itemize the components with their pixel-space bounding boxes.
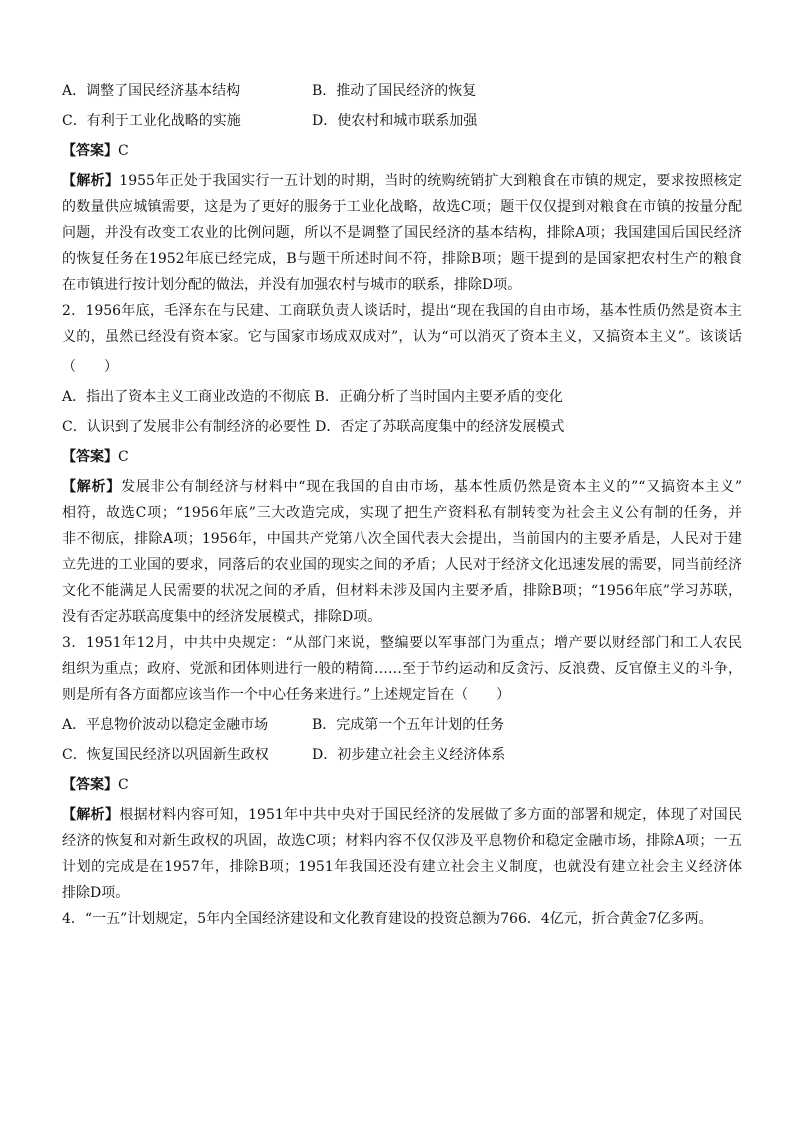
q1-answer-label: 【答案】 <box>62 143 118 159</box>
q1-options-row-2 <box>62 108 742 134</box>
q1-analysis-line-2: 的数量供应城镇需要，这是为了更好的服务于工业化战略，故选C项；题干仅仅提到对粮食在市镇的按量分配 <box>62 199 742 215</box>
q2-analysis-line-4: 立先进的工业国的要求，同落后的农业国的现实之间的矛盾；人民对于经济文化迅速发展的需要，同当前经济 <box>62 557 742 573</box>
q2-answer-label: 【答案】 <box>62 449 118 465</box>
q2-stem-line-2: 义的，虽然已经没有资本家。它与国家市场成双成对”，认为“可以消灭了资本主义，又搞资本主义”。该谈话 <box>62 329 742 345</box>
q2-analysis-line-5: 文化不能满足人民需要的状况之间的矛盾，但材料未涉及国内主要矛盾，排除B项；“1956年底”学习苏联， <box>62 583 742 599</box>
q3-stem-line-1: 3．1951年12月，中共中央规定：“从部门来说，整编要以军事部门为重点；增产要以财经部门和工人农民 <box>62 635 742 651</box>
q3-answer-value: C <box>118 777 129 793</box>
q3-options-row-2 <box>62 742 742 768</box>
q2-analysis-line-2: 相符，故选C项；“1956年底”三大改造完成，实现了把生产资料私有制转变为社会主义公有制的任务，并 <box>62 505 742 521</box>
q2-analysis-line-1: 【解析】发展非公有制经济与材料中“现在我国的自由市场，基本性质仍然是资本主义的”“又搞资本主义” <box>62 479 742 495</box>
q1-analysis-line-4: 的恢复任务在1952年底已经完成，B与题干所述时间不符，排除B项；题干提到的是国家把农村生产的粮食 <box>62 251 742 267</box>
q1-option-b[interactable]: B．推动了国民经济的恢复 <box>312 83 477 99</box>
q3-stem-line-2: 组织为重点；政府、党派和团体则进行一般的精简……至于节约运动和反贪污、反浪费、反官僚主义的斗争， <box>62 661 742 677</box>
q1-option-c[interactable]: C．有利于工业化战略的实施 <box>62 113 241 129</box>
q3-option-c[interactable]: C．恢复国民经济以巩固新生政权 <box>62 747 269 763</box>
q3-analysis-line-4: 排除D项。 <box>62 885 130 901</box>
q3-option-b[interactable]: B．完成第一个五年计划的任务 <box>312 717 505 733</box>
q3-options-row-1 <box>62 712 742 738</box>
q3-analysis-label: 【解析】 <box>62 807 120 823</box>
q2-stem-line-1: 2．1956年底，毛泽东在与民建、工商联负责人谈话时，提出“现在我国的自由市场，基本性质仍然是资本主 <box>62 303 742 319</box>
q4-stem-line-1: 4．“一五”计划规定，5年内全国经济建设和文化教育建设的投资总额为766．4亿元，折合黄金7亿多两。 <box>62 911 713 927</box>
q1-answer-value: C <box>118 143 129 159</box>
q2-answer-value: C <box>118 449 129 465</box>
q3-analysis-line-1: 【解析】根据材料内容可知，1951年中共中央对于国民经济的发展做了多方面的部署和规定，体现了对国民 <box>62 807 742 823</box>
q2-stem-line-3: （ ） <box>62 359 118 375</box>
q3-analysis-line-2: 经济的恢复和对新生政权的巩固，故选C项；材料内容不仅仅涉及平息物价和稳定金融市场，排除A项；一五 <box>62 833 742 849</box>
q3-option-d[interactable]: D．初步建立社会主义经济体系 <box>312 747 506 763</box>
q1-analysis-line-3: 问题，并没有改变工农业的比例问题，所以不是调整了国民经济的基本结构，排除A项；我国建国后国民经济 <box>62 225 742 241</box>
q3-answer-label: 【答案】 <box>62 777 118 793</box>
q2-answer <box>62 444 742 470</box>
q3-option-a[interactable]: A．平息物价波动以稳定金融市场 <box>62 717 269 733</box>
q1-options-row-1 <box>62 78 742 104</box>
q2-options-row-1[interactable]: A．指出了资本主义工商业改造的不彻底 B．正确分析了当时国内主要矛盾的变化 <box>62 389 563 405</box>
q1-option-a[interactable]: A．调整了国民经济基本结构 <box>62 83 241 99</box>
q3-stem-line-3: 则是所有各方面都应该当作一个中心任务来进行。”上述规定旨在（ ） <box>62 687 511 703</box>
q2-analysis-label: 【解析】 <box>62 479 122 495</box>
q1-analysis-line-1: 【解析】1955年正处于我国实行一五计划的时期，当时的统购统销扩大到粮食在市镇的规定，要求按照核定 <box>62 173 742 189</box>
q2-analysis-line-6: 没有否定苏联高度集中的经济发展模式，排除D项。 <box>62 609 382 625</box>
q1-answer <box>62 138 742 164</box>
q3-answer <box>62 772 742 798</box>
q1-analysis-label: 【解析】 <box>62 173 120 189</box>
document-page <box>62 78 742 932</box>
q3-analysis-line-3: 计划的完成是在1957年，排除B项；1951年我国还没有建立社会主义制度，也就没有建立社会主义经济体 <box>62 859 742 875</box>
q2-options-row-2[interactable]: C．认识到了发展非公有制经济的必要性 D．否定了苏联高度集中的经济发展模式 <box>62 419 565 435</box>
q1-analysis-line-5: 在市镇进行按计划分配的做法，并没有加强农村与城市的联系，排除D项。 <box>62 277 522 293</box>
q2-analysis-line-3: 非不彻底，排除A项；1956年，中国共产党第八次全国代表大会提出，当前国内的主要矛盾是，人民对于建 <box>62 531 742 547</box>
q1-option-d[interactable]: D．使农村和城市联系加强 <box>312 113 478 129</box>
